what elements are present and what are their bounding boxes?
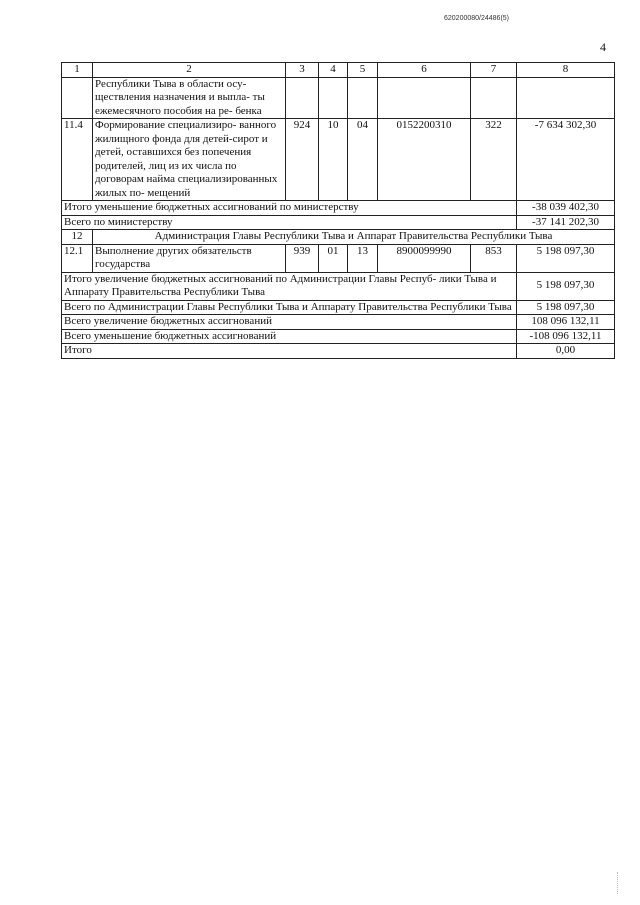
page-number: 4 [600,40,606,54]
header-col-1: 1 [62,63,93,78]
header-col-3: 3 [286,63,319,78]
grand-total-amount: 0,00 [517,344,615,359]
row-num-cell [62,77,93,119]
section-code: 01 [319,244,348,272]
empty-cell [348,77,378,119]
summary-amount: 5 198 097,30 [517,272,615,300]
summary-amount: -37 141 202,30 [517,215,615,230]
table-row [62,215,615,230]
subsection-code: 13 [348,244,378,272]
empty-cell [286,77,319,119]
header-col-7: 7 [471,63,517,78]
header-col-5: 5 [348,63,378,78]
header-col-8: 8 [517,63,615,78]
margin-mark [617,872,621,894]
table-row [62,77,615,119]
header-col-4: 4 [319,63,348,78]
target-article-code: 8900099990 [378,244,471,272]
header-col-6: 6 [378,63,471,78]
table-row [62,315,615,330]
document-id: 620200080/24486(5) [444,15,510,22]
amount-cell: -7 634 302,30 [517,119,615,201]
summary-label: Итого увеличение бюджетных ассигнований по Администрации Главы Респуб- лики Тыва и Аппарату Правительства Республики Тыва [62,272,517,300]
continuation-description: Республики Тыва в области осу- ществления назначения и выпла- ты ежемесячного пособия на ре- бенка [93,77,286,119]
expense-type-code: 853 [471,244,517,272]
row-description: Выполнение других обязательств государства [93,244,286,272]
summary-label: Итого уменьшение бюджетных ассигнований по министерству [62,201,517,216]
empty-cell [378,77,471,119]
row-num-cell: 11.4 [62,119,93,201]
expense-type-code: 322 [471,119,517,201]
table-row [62,300,615,315]
amount-cell: 5 198 097,30 [517,244,615,272]
summary-label: Всего увеличение бюджетных ассигнований [62,315,517,330]
ministry-code: 939 [286,244,319,272]
ministry-code: 924 [286,119,319,201]
header-col-2: 2 [93,63,286,78]
target-article-code: 0152200310 [378,119,471,201]
section-code: 10 [319,119,348,201]
summary-label: Всего по министерству [62,215,517,230]
summary-amount: -108 096 132,11 [517,329,615,344]
summary-amount: 5 198 097,30 [517,300,615,315]
grand-total-label: Итого [62,344,517,359]
empty-cell [319,77,348,119]
table-row [62,244,615,272]
section-row [62,230,615,245]
summary-amount: 108 096 132,11 [517,315,615,330]
section-title: Администрация Главы Республики Тыва и Аппарат Правительства Республики Тыва [93,230,615,245]
table-row [62,272,615,300]
subsection-code: 04 [348,119,378,201]
summary-label: Всего по Администрации Главы Республики Тыва и Аппарату Правительства Республики Тыва [62,300,517,315]
table-row [62,201,615,216]
row-num-cell: 12.1 [62,244,93,272]
summary-label: Всего уменьшение бюджетных ассигнований [62,329,517,344]
table-row [62,119,615,201]
empty-cell [471,77,517,119]
table-row [62,344,615,359]
row-description: Формирование специализиро- ванного жилищного фонда для детей-сирот и детей, оставшихся без попечения родителей, лиц из их числа по договорам найма специализированных жилых по- мещений [93,119,286,201]
summary-amount: -38 039 402,30 [517,201,615,216]
table-row [62,329,615,344]
table-header-row [62,63,615,78]
empty-cell [517,77,615,119]
budget-table [61,62,615,359]
section-number: 12 [62,230,93,245]
